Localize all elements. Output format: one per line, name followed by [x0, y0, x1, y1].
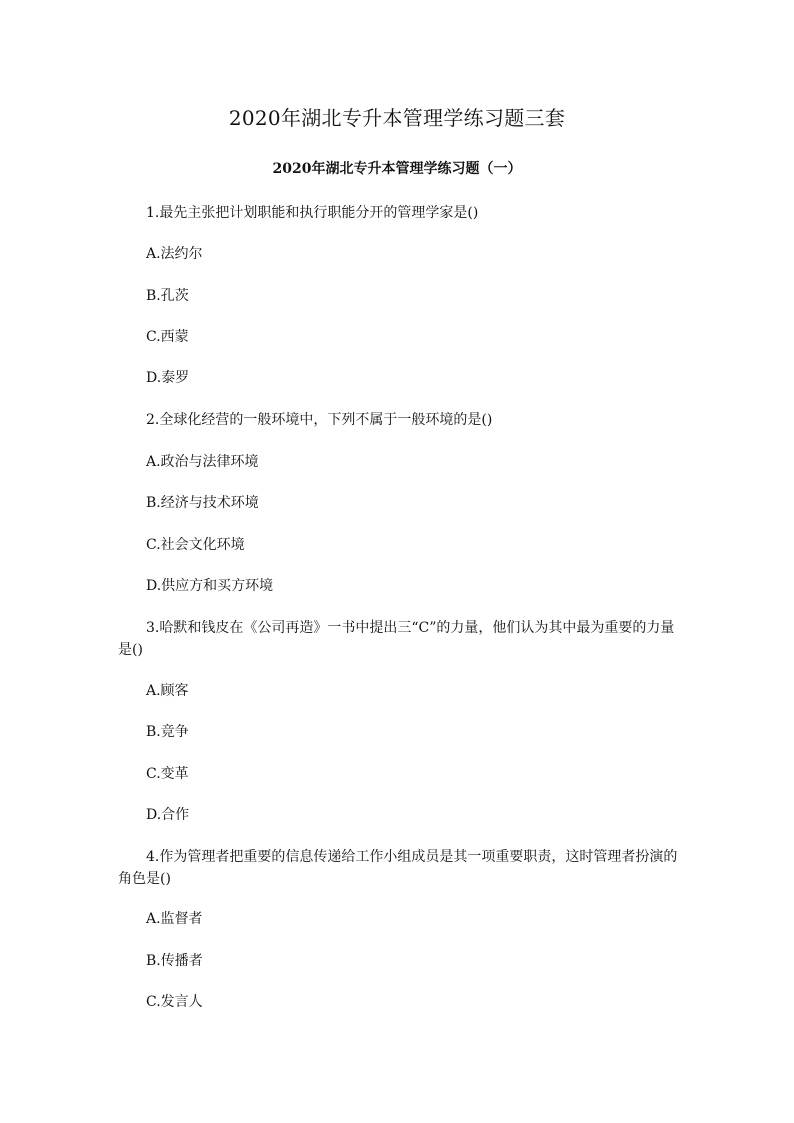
question-3-option-b: B.竞争 — [146, 724, 189, 740]
question-4-option-a: A.监督者 — [146, 911, 203, 927]
question-3: 3.哈默和钱皮在《公司再造》一书中提出三“C”的力量，他们认为其中最为重要的力量是() — [118, 620, 675, 658]
question-4-option-c: C.发言人 — [146, 994, 203, 1010]
question-2-option-b: B.经济与技术环境 — [146, 495, 259, 511]
question-1-option-c: C.西蒙 — [146, 329, 189, 345]
section-title: 2020年湖北专升本管理学练习题（一） — [272, 161, 522, 177]
question-3-option-d: D.合作 — [146, 807, 190, 823]
question-4-option-b: B.传播者 — [146, 953, 203, 969]
question-2-option-d: D.供应方和买方环境 — [146, 578, 274, 594]
question-2: 2.全球化经营的一般环境中，下列不属于一般环境的是() — [146, 412, 493, 428]
question-1-option-d: D.泰罗 — [146, 370, 190, 386]
question-4: 4.作为管理者把重要的信息传递给工作小组成员是其一项重要职责，这时管理者扮演的角色是() — [118, 849, 678, 887]
question-1-option-a: A.法约尔 — [146, 246, 203, 262]
question-1: 1.最先主张把计划职能和执行职能分开的管理学家是() — [146, 205, 479, 221]
question-3-option-c: C.变革 — [146, 766, 189, 782]
question-3-option-a: A.顾客 — [146, 683, 189, 699]
question-1-option-b: B.孔茨 — [146, 288, 189, 304]
question-2-option-c: C.社会文化环境 — [146, 537, 245, 553]
document-title: 2020年湖北专升本管理学练习题三套 — [228, 106, 566, 130]
question-2-option-a: A.政治与法律环境 — [146, 454, 259, 470]
